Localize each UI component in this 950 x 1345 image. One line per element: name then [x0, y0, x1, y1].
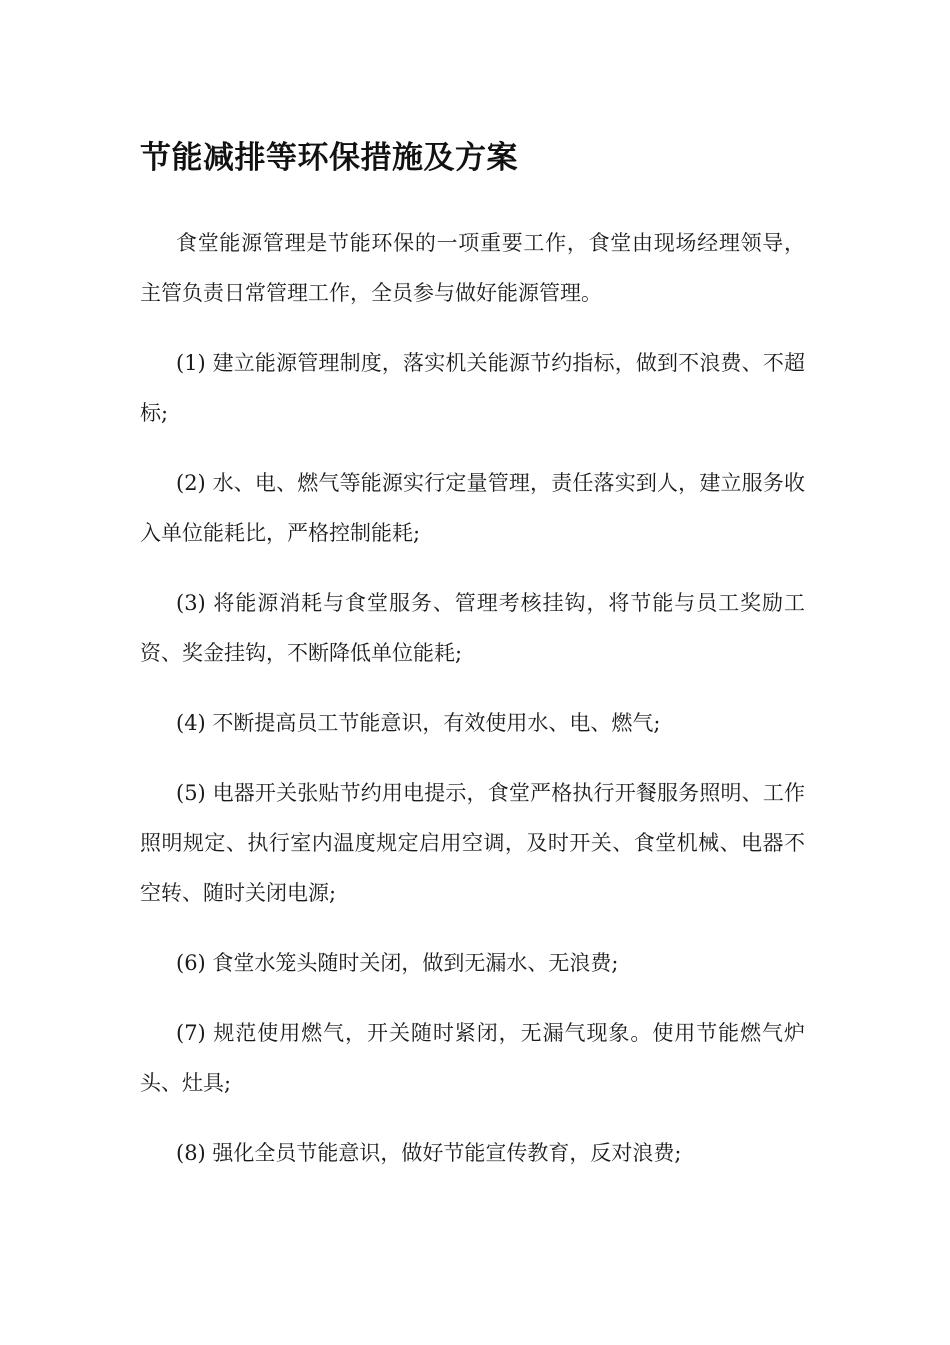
measure-item-6: (6) 食堂水笼头随时关闭，做到无漏水、无浪费;: [176, 951, 619, 975]
measure-item-5: (5) 电器开关张贴节约用电提示，食堂严格执行开餐服务照明、工作照明规定、执行室内温度规定启用空调，及时开关、食堂机械、电器不空转、随时关闭电源;: [140, 781, 805, 905]
measure-item-1: (1) 建立能源管理制度，落实机关能源节约指标，做到不浪费、不超标;: [140, 351, 805, 425]
document-body: [140, 218, 805, 1198]
measure-item-8: (8) 强化全员节能意识，做好节能宣传教育，反对浪费;: [176, 1141, 682, 1165]
document-title: 节能减排等环保措施及方案: [140, 140, 518, 176]
measure-item-3: (3) 将能源消耗与食堂服务、管理考核挂钩，将节能与员工奖励工资、奖金挂钩，不断降低单位能耗;: [140, 591, 805, 665]
intro-paragraph: 食堂能源管理是节能环保的一项重要工作，食堂由现场经理领导，主管负责日常管理工作，全员参与做好能源管理。: [140, 231, 805, 305]
measure-item-7: (7) 规范使用燃气，开关随时紧闭，无漏气现象。使用节能燃气炉头、灶具;: [140, 1021, 805, 1095]
measure-item-4: (4) 不断提高员工节能意识，有效使用水、电、燃气;: [176, 711, 661, 735]
measure-item-2: (2) 水、电、燃气等能源实行定量管理，责任落实到人，建立服务收入单位能耗比，严格控制能耗;: [140, 471, 805, 545]
